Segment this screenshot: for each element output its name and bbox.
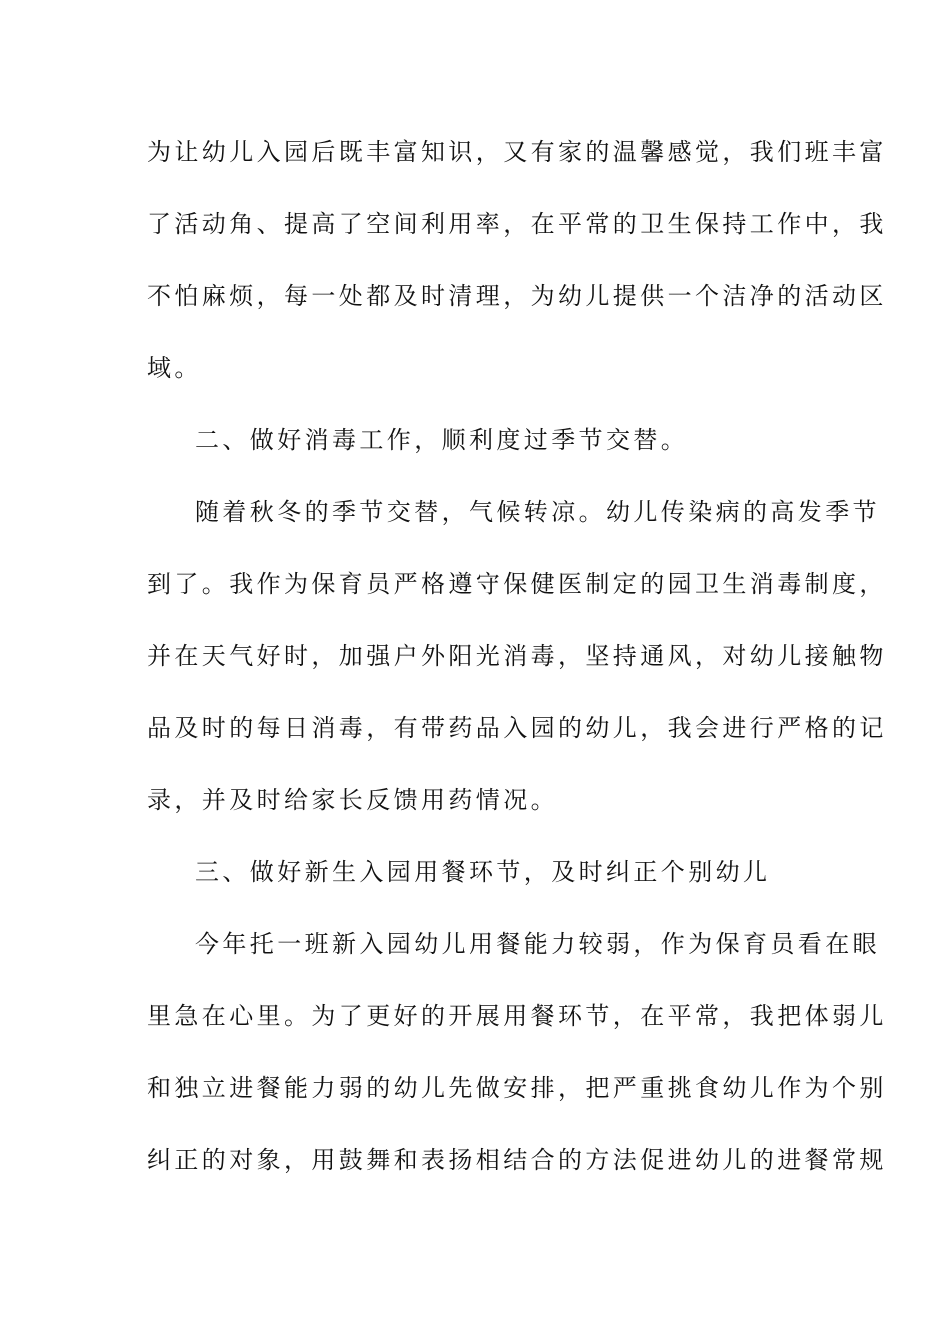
text-line: 不怕麻烦，每一处都及时清理，为幼儿提供一个洁净的活动区 [147, 282, 887, 310]
text-line: 了活动角、提高了空间利用率，在平常的卫生保持工作中，我 [147, 210, 887, 238]
text-line: 和独立进餐能力弱的幼儿先做安排，把严重挑食幼儿作为个别 [147, 1074, 887, 1102]
section-heading: 三、做好新生入园用餐环节，及时纠正个别幼儿 [195, 858, 771, 886]
text-line: 里急在心里。为了更好的开展用餐环节，在平常，我把体弱儿 [147, 1002, 887, 1030]
text-line: 品及时的每日消毒，有带药品入园的幼儿，我会进行严格的记 [147, 714, 887, 742]
document-body [147, 128, 887, 1208]
text-line: 今年托一班新入园幼儿用餐能力较弱，作为保育员看在眼 [195, 930, 880, 958]
text-line: 并在天气好时，加强户外阳光消毒，坚持通风，对幼儿接触物 [147, 642, 887, 670]
text-line: 纠正的对象，用鼓舞和表扬相结合的方法促进幼儿的进餐常规 [147, 1146, 887, 1174]
section-heading: 二、做好消毒工作，顺利度过季节交替。 [195, 426, 689, 454]
text-line: 随着秋冬的季节交替，气候转凉。幼儿传染病的高发季节 [195, 498, 880, 526]
text-line: 域。 [147, 354, 202, 382]
text-line: 为让幼儿入园后既丰富知识，又有家的温馨感觉，我们班丰富 [147, 138, 887, 166]
text-line: 录，并及时给家长反馈用药情况。 [147, 786, 558, 814]
text-line: 到了。我作为保育员严格遵守保健医制定的园卫生消毒制度， [147, 570, 887, 598]
